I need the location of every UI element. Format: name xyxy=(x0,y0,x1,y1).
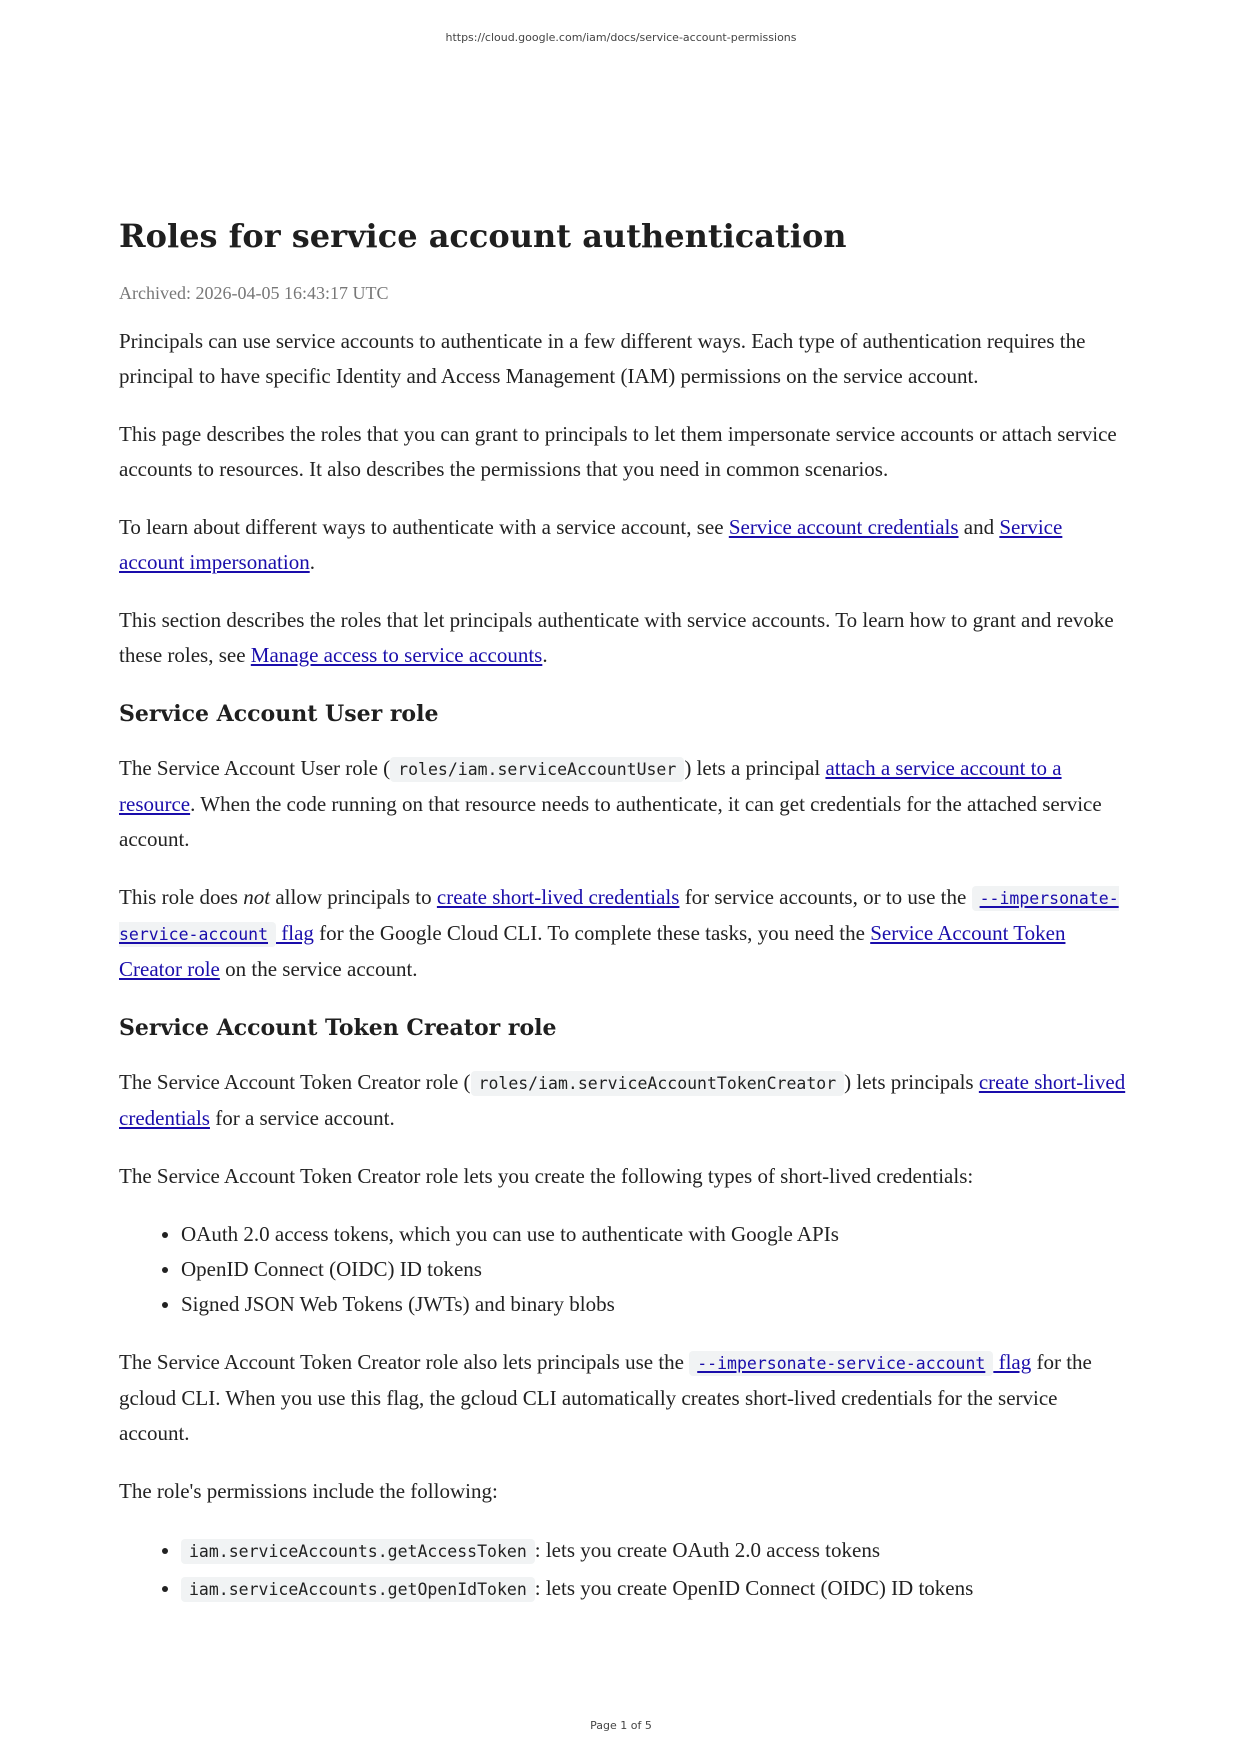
credential-types-list xyxy=(119,1217,1129,1322)
text: This section describes the roles that let principals authenticate with service accounts. To learn how to grant and revoke these roles, see xyxy=(119,608,1114,667)
service-account-credentials-link[interactable]: Service account credentials xyxy=(728,515,959,539)
attach-service-account-link[interactable]: attach a service account to a resource xyxy=(119,756,1062,816)
text: : lets you create OAuth 2.0 access tokens xyxy=(534,1538,880,1562)
impersonate-flag-code: --impersonate-service-account xyxy=(119,886,1119,947)
text: The Service Account Token Creator role ( xyxy=(119,1070,471,1094)
text: : lets you create OpenID Connect (OIDC) ID tokens xyxy=(534,1576,974,1600)
intro-paragraph-2: This page describes the roles that you can grant to principals to let them impersonate service accounts or attach service accounts to resources. It also describes the permissions that you need in common scenarios. xyxy=(119,422,1117,481)
text: ) lets principals xyxy=(844,1070,979,1094)
impersonate-flag-link[interactable] xyxy=(689,1350,1031,1374)
archived-timestamp: Archived: 2026-04-05 16:43:17 UTC xyxy=(119,283,389,303)
token-role-paragraph-4: The role's permissions include the following: xyxy=(119,1479,498,1503)
text: . When the code running on that resource needs to authenticate, it can get credentials for the attached service account. xyxy=(119,792,1102,851)
list-item: • Signed JSON Web Tokens (JWTs) and binary blobs xyxy=(181,1287,1129,1322)
emphasis: not xyxy=(243,885,271,909)
role-id-code: roles/iam.serviceAccountUser xyxy=(390,757,684,782)
manage-access-link[interactable]: Manage access to service accounts xyxy=(250,643,543,667)
text: . xyxy=(542,643,548,667)
list-item: • OAuth 2.0 access tokens, which you can use to authenticate with Google APIs xyxy=(181,1217,1129,1252)
intro-paragraph-4 xyxy=(119,603,1129,673)
list-item: • OpenID Connect (OIDC) ID tokens xyxy=(181,1252,1129,1287)
link-text: flag xyxy=(276,921,314,945)
page-number: Page 1 of 5 xyxy=(590,1719,652,1732)
intro-paragraph-3 xyxy=(119,510,1129,580)
permissions-list xyxy=(119,1532,1129,1608)
role-id-code: roles/iam.serviceAccountTokenCreator xyxy=(471,1071,845,1096)
text: for the Google Cloud CLI. To complete these tasks, you need the xyxy=(313,921,871,945)
text: ) lets a principal xyxy=(684,756,826,780)
permission-code: iam.serviceAccounts.getOpenIdToken xyxy=(181,1577,535,1602)
list-item xyxy=(181,1532,1129,1570)
text: This role does xyxy=(119,885,244,909)
user-role-paragraph-1 xyxy=(119,751,1129,857)
intro-paragraph-1: Principals can use service accounts to authenticate in a few different ways. Each type of authentication requires the principal to have specific Identity and Access Management (IAM) permissions on the service account. xyxy=(119,329,1086,388)
text: The Service Account Token Creator role also lets principals use the xyxy=(119,1350,690,1374)
service-account-impersonation-link[interactable]: Service account impersonation xyxy=(119,515,1063,574)
create-short-lived-credentials-link[interactable]: create short-lived credentials xyxy=(119,1070,1126,1130)
section-heading-user-role: Service Account User role xyxy=(119,701,439,727)
text: for the gcloud CLI. When you use this flag, the gcloud CLI automatically creates short-lived credentials for the service account. xyxy=(119,1350,1092,1445)
token-role-paragraph-2: The Service Account Token Creator role lets you create the following types of short-lived credentials: xyxy=(119,1164,974,1188)
list-item xyxy=(181,1570,1129,1608)
token-role-paragraph-3 xyxy=(119,1345,1129,1451)
create-short-lived-credentials-link[interactable]: create short-lived credentials xyxy=(436,885,680,909)
text: on the service account. xyxy=(219,957,418,981)
text: and xyxy=(958,515,1000,539)
impersonate-flag-code: --impersonate-service-account xyxy=(689,1351,993,1376)
user-role-paragraph-2 xyxy=(119,880,1129,987)
page-title: Roles for service account authentication xyxy=(119,217,847,255)
text: To learn about different ways to authenticate with a service account, see xyxy=(119,515,729,539)
text: for service accounts, or to use the xyxy=(679,885,972,909)
text: for a service account. xyxy=(209,1106,395,1130)
text: . xyxy=(309,550,315,574)
token-creator-role-link[interactable]: Service Account Token Creator role xyxy=(119,921,1066,981)
token-role-paragraph-1 xyxy=(119,1065,1129,1136)
page-url: https://cloud.google.com/iam/docs/service-account-permissions xyxy=(445,31,797,44)
text: The Service Account User role ( xyxy=(119,756,391,780)
permission-code: iam.serviceAccounts.getAccessToken xyxy=(181,1539,535,1564)
article xyxy=(119,210,1129,1631)
section-heading-token-creator-role: Service Account Token Creator role xyxy=(119,1015,557,1041)
link-text: flag xyxy=(993,1350,1032,1374)
text: allow principals to xyxy=(270,885,437,909)
